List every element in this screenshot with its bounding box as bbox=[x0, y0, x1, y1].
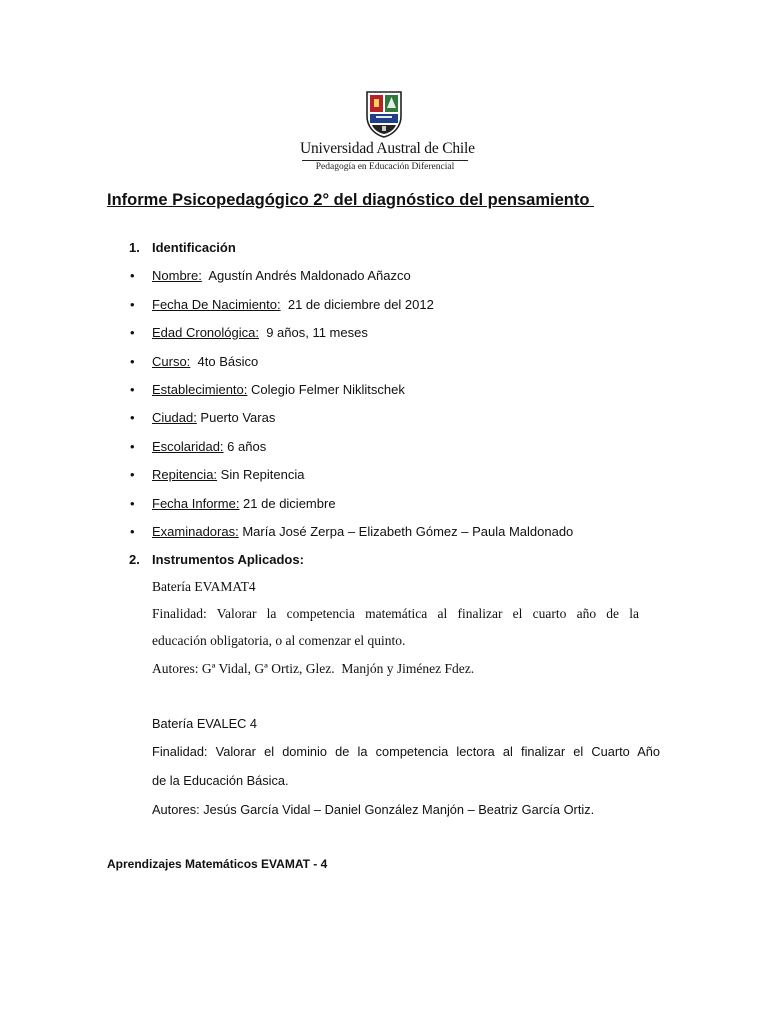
evamat-purpose-line1: Finalidad: Valorar la competencia matemática al finalizar el cuarto año de la bbox=[152, 606, 639, 621]
report-title: Informe Psicopedagógico 2° del diagnóstico del pensamiento bbox=[107, 191, 595, 209]
field-value: María José Zerpa – Elizabeth Gómez – Paula Maldonado bbox=[238, 524, 574, 539]
field-value: Agustín Andrés Maldonado Añazco bbox=[201, 268, 411, 283]
field-value: Colegio Felmer Niklitschek bbox=[247, 382, 405, 397]
evalec-purpose-line2: de la Educación Básica. bbox=[152, 773, 289, 788]
university-logo bbox=[300, 88, 475, 172]
bullet-icon: • bbox=[130, 354, 135, 369]
bullet-icon: • bbox=[130, 325, 135, 340]
department-name: Pedagogía en Educación Diferencial bbox=[315, 162, 455, 172]
evamat-authors: Autores: Gª Vidal, Gª Ortiz, Glez. Manjón y Jiménez Fdez. bbox=[152, 661, 475, 676]
field-label: Nombre: bbox=[152, 268, 202, 283]
bullet-icon: • bbox=[130, 268, 135, 283]
field-value: 21 de diciembre bbox=[239, 496, 336, 511]
field-label: Curso: bbox=[152, 354, 191, 369]
field-label: Escolaridad: bbox=[152, 439, 224, 454]
bullet-icon: • bbox=[130, 410, 135, 425]
header-divider bbox=[302, 160, 468, 161]
section-label: Instrumentos Aplicados: bbox=[152, 552, 304, 567]
university-name: Universidad Austral de Chile bbox=[300, 140, 475, 157]
section-number: 2. bbox=[129, 552, 140, 567]
field-label: Repitencia: bbox=[152, 467, 218, 482]
field-label: Ciudad: bbox=[152, 410, 197, 425]
section-identification bbox=[129, 240, 236, 255]
bullet-icon: • bbox=[130, 382, 135, 397]
evamat-purpose-line2: educación obligatoria, o al comenzar el quinto. bbox=[152, 633, 406, 648]
evalec-authors: Autores: Jesús García Vidal – Daniel González Manjón – Beatriz García Ortiz. bbox=[152, 802, 595, 817]
field-label: Establecimiento: bbox=[152, 382, 248, 397]
bullet-icon: • bbox=[130, 297, 135, 312]
field-label: Fecha Informe: bbox=[152, 496, 240, 511]
field-value: Sin Repitencia bbox=[217, 467, 305, 482]
section-label: Identificación bbox=[152, 240, 236, 255]
field-label: Examinadoras: bbox=[152, 524, 239, 539]
field-value: 9 años, 11 meses bbox=[258, 325, 368, 340]
field-label: Edad Cronológica: bbox=[152, 325, 259, 340]
field-value: 6 años bbox=[223, 439, 267, 454]
field-value: Puerto Varas bbox=[196, 410, 276, 425]
bullet-icon: • bbox=[130, 439, 135, 454]
evalec-name: Batería EVALEC 4 bbox=[152, 716, 258, 731]
section-heading-evamat: Aprendizajes Matemáticos EVAMAT - 4 bbox=[107, 857, 328, 871]
bullet-icon: • bbox=[130, 496, 135, 511]
university-crest-icon bbox=[364, 90, 404, 138]
field-value: 21 de diciembre del 2012 bbox=[280, 297, 434, 312]
section-instrumentos bbox=[129, 552, 304, 567]
bullet-icon: • bbox=[130, 524, 135, 539]
field-value: 4to Básico bbox=[190, 354, 259, 369]
bullet-icon: • bbox=[130, 467, 135, 482]
section-number: 1. bbox=[129, 240, 140, 255]
field-label: Fecha De Nacimiento: bbox=[152, 297, 281, 312]
evalec-purpose-line1: Finalidad: Valorar el dominio de la competencia lectora al finalizar el Cuarto Año bbox=[152, 744, 660, 759]
evamat-name: Batería EVAMAT4 bbox=[152, 579, 256, 594]
